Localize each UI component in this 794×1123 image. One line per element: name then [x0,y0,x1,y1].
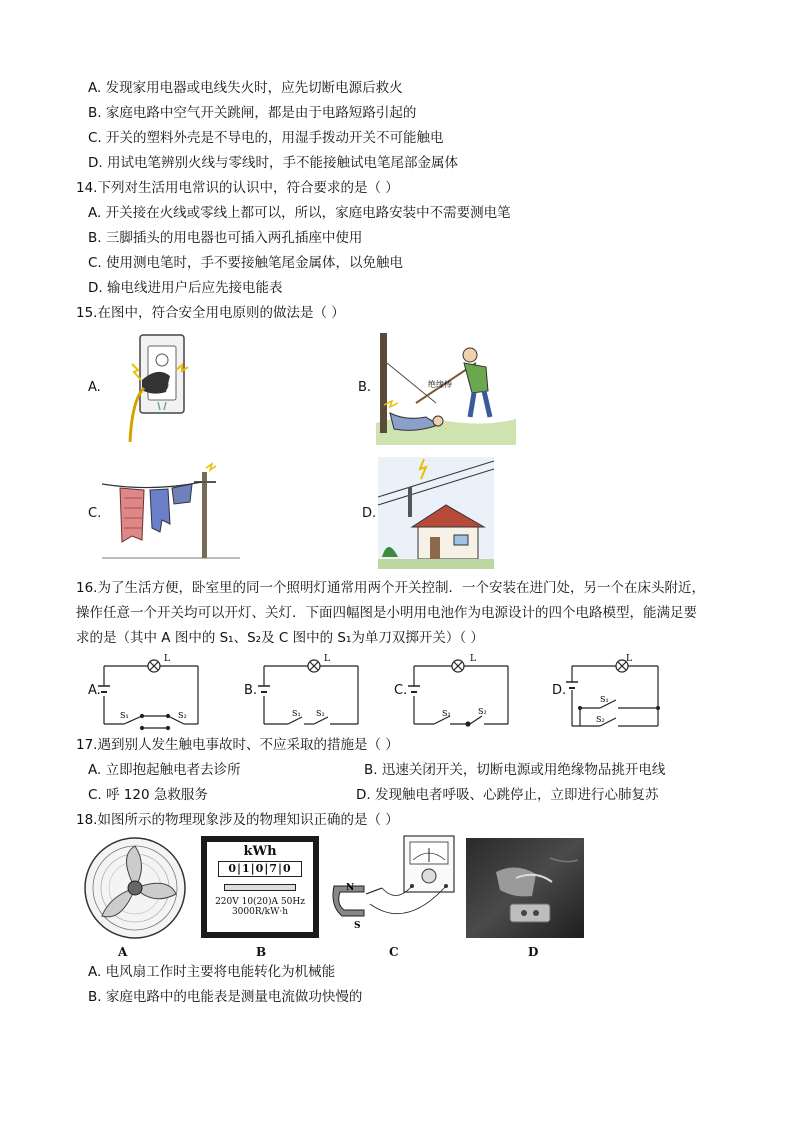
q16-circuit-d [566,652,666,734]
q18-figure-c-magnet-galvanometer [326,834,458,940]
q18-caption-a: A [118,945,128,959]
q13-option-b: B. 家庭电路中空气开关跳闸，都是由于电路短路引起的 [88,105,417,121]
meter-unit: kWh [243,844,277,859]
switch-s1-label: S₁ [600,695,609,704]
meter-digits: 0|1|0|7|0 [218,861,302,877]
q18-caption-d: D [528,945,539,959]
q13-option-d: D. 用试电笔辨别火线与零线时，手不能接触试电笔尾部金属体 [88,155,458,171]
q18-figure-a-electric-fan [78,836,192,940]
lamp-label: L [626,654,632,664]
q18-option-a: A. 电风扇工作时主要将电能转化为机械能 [88,964,336,980]
q16-label-c: C. [394,683,408,698]
q16-label-d: D. [552,683,567,698]
q17-option-a: A. 立即抱起触电者去诊所 [88,762,241,778]
insulated-stick-caption: 绝缘棒 [428,380,452,389]
q18-caption-c: C [389,945,399,959]
q15-label-a: A. [88,380,101,395]
q16-circuit-a [98,652,202,734]
meter-disc-window [224,884,296,891]
q17-stem: 17.遇到别人发生触电事故时、不应采取的措施是（ ） [76,737,399,753]
q16-circuit-c [408,652,512,734]
meter-face [207,842,313,932]
q16-stem-line-1: 16.为了生活方便，卧室里的同一个照明灯通常用两个开关控制．一个安装在进门处，另一个在床头附近， [76,580,705,596]
lamp-label: L [164,654,170,664]
switch-s2-label: S₂ [478,707,487,716]
q15-figure-b-insulated-stick [376,333,516,445]
q13-option-a: A. 发现家用电器或电线失火时，应先切断电源后救火 [88,80,403,96]
q14-stem: 14.下列对生活用电常识的认识中，符合要求的是（ ） [76,180,399,196]
q15-figure-d-house-lightning [378,457,494,569]
q17-option-d: D. 发现触电者呼吸、心跳停止，立即进行心肺复苏 [356,787,659,803]
q18-caption-b: B [256,945,267,959]
q18-figure-d-photo [466,838,584,938]
q17-option-c: C. 呼 120 急救服务 [88,787,208,803]
q14-option-a: A. 开关接在火线或零线上都可以，所以，家庭电路安装中不需要测电笔 [88,205,511,221]
q16-label-b: B. [244,683,258,698]
switch-s2-label: S₂ [596,715,605,724]
q14-option-c: C. 使用测电笔时，手不要接触笔尾金属体，以免触电 [88,255,404,271]
meter-spec-voltage: 220V 10(20)A 50Hz [215,897,305,907]
q15-figure-c-clothes-on-wire [102,462,240,564]
switch-s2-label: S₂ [178,711,187,720]
q16-stem-line-3: 求的是（其中 A 图中的 S₁、S₂及 C 图中的 S₁为单刀双掷开关）（ ） [76,630,484,646]
q15-figure-a-wet-plug [118,330,198,445]
q15-label-b: B. [358,380,372,395]
q15-stem: 15.在图中，符合安全用电原则的做法是（ ） [76,305,345,321]
q15-label-d: D. [362,506,377,521]
q16-stem-line-2: 操作任意一个开关均可以开灯、关灯．下面四幅图是小明用电池作为电源设计的四个电路模型，能满足要 [76,605,697,621]
q18-option-b: B. 家庭电路中的电能表是测量电流做功快慢的 [88,989,363,1005]
q17-option-b: B. 迅速关闭开关，切断电源或用绝缘物品挑开电线 [364,762,666,778]
q16-label-a: A. [88,683,101,698]
lamp-label: L [324,654,330,664]
switch-s2-label: S₂ [316,709,325,718]
q18-stem: 18.如图所示的物理现象涉及的物理知识正确的是（ ） [76,812,399,828]
meter-frame [201,836,319,938]
meter-spec-revs: 3000R/kW·h [231,907,289,917]
q14-option-b: B. 三脚插头的用电器也可插入两孔插座中使用 [88,230,363,246]
q16-circuit-b [258,652,362,734]
switch-s1-label: S₁ [292,709,301,718]
q18-figure-b-energy-meter [201,836,319,938]
switch-s1-label: S₁ [120,711,129,720]
q13-option-c: C. 开关的塑料外壳是不导电的，用湿手拨动开关不可能触电 [88,130,444,146]
q14-option-d: D. 输电线进用户后应先接电能表 [88,280,283,296]
lamp-label: L [470,654,476,664]
magnet-south-label: S [354,921,361,931]
q15-label-c: C. [88,506,102,521]
magnet-north-label: N [346,883,355,893]
switch-s1-label: S₁ [442,709,451,718]
